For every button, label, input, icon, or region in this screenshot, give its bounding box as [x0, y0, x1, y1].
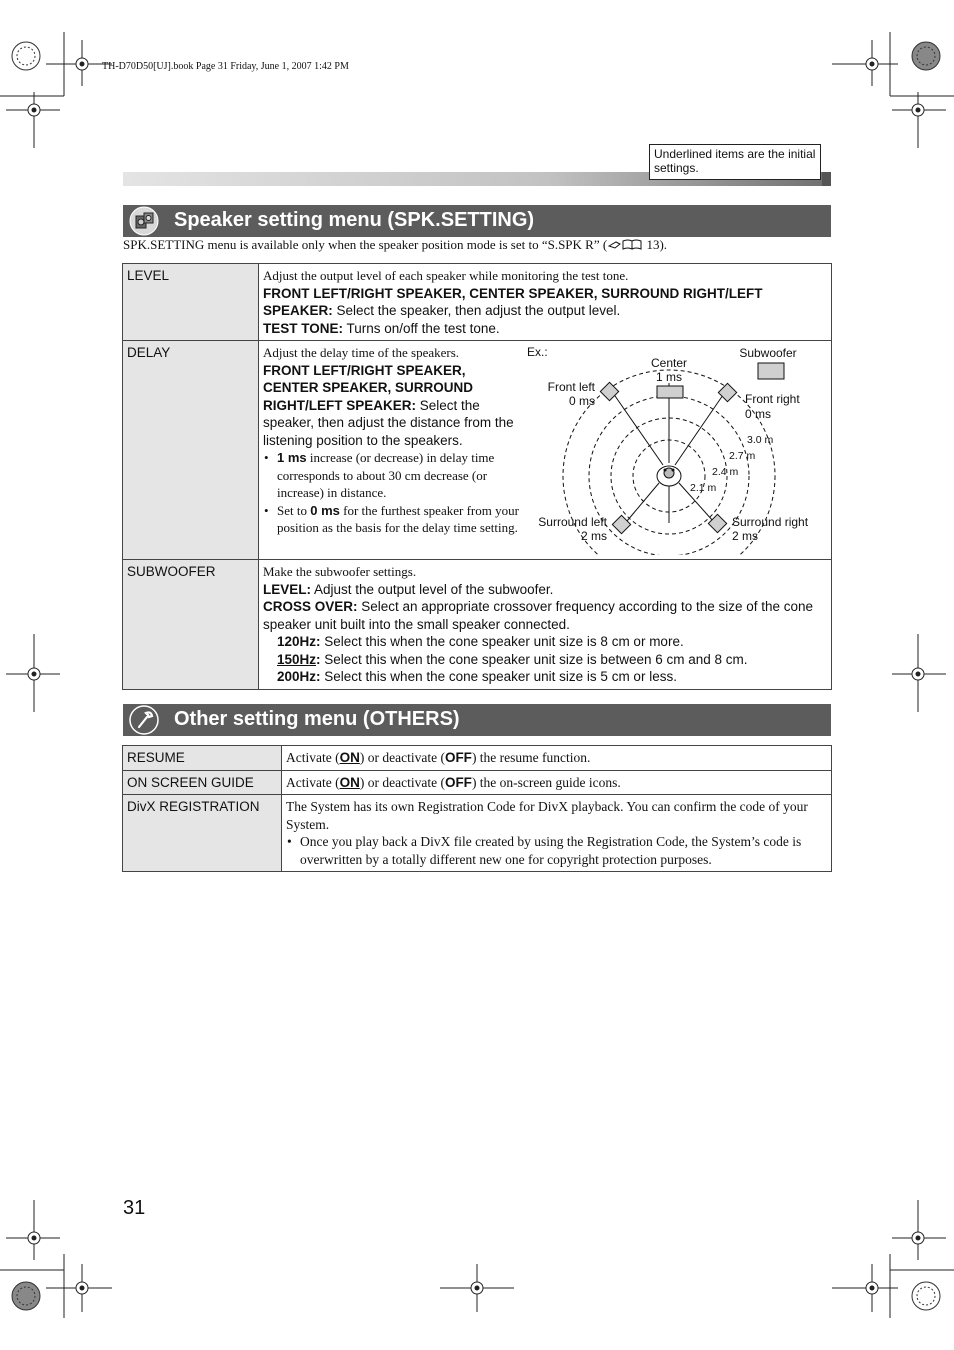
subwoofer-line2 — [263, 581, 827, 599]
diagram-ex-label: Ex.: — [527, 345, 548, 359]
row-key-divx-registration: DivX REGISTRATION — [123, 795, 282, 872]
book-info-line: TH-D70D50[UJ].book Page 31 Friday, June 1, 2007 1:42 PM — [102, 61, 349, 72]
arrow-to-surround-left — [627, 483, 659, 521]
reference-book-icon — [607, 238, 643, 251]
center-label: Center — [650, 356, 688, 370]
delay-text-column — [263, 344, 521, 537]
divx-bullet: • Once you play back a DivX file created by using the Registration Code, the System’s code is overwritten by a totally different new one for copyright protection purposes. — [300, 833, 827, 868]
subwoofer-line3-bold: CROSS OVER: — [263, 599, 358, 614]
table-row-level — [123, 264, 832, 341]
subwoofer-speaker-icon — [758, 363, 784, 379]
arrow-to-front-right — [675, 395, 723, 465]
delay-bullet2-text: for the furthest speaker from your position as the basis for the delay time setting. — [277, 502, 519, 535]
distance-label-2-4m: 2.4 m — [712, 466, 739, 478]
others-section-title: Other setting menu (OTHERS) — [174, 708, 460, 730]
row-desc-level — [259, 264, 832, 341]
speaker-section-header — [123, 205, 831, 237]
speaker-delay-diagram — [527, 343, 827, 555]
intro-text-b: 13). — [643, 237, 668, 252]
delay-bullets — [263, 449, 521, 537]
arrow-to-front-left — [613, 393, 663, 465]
wrench-icon — [129, 705, 159, 735]
row-desc-subwoofer — [259, 560, 832, 690]
row-key-subwoofer: SUBWOOFER — [123, 560, 259, 690]
others-section-header — [123, 704, 831, 736]
level-line3-bold: TEST TONE: — [263, 320, 344, 336]
level-line2-text: Select the speaker, then adjust the output level. — [332, 303, 621, 318]
option-150-text: Select this when the cone speaker unit size is between 6 cm and 8 cm. — [320, 651, 748, 667]
surround-left-speaker-icon — [612, 515, 630, 533]
option-200-text: Select this when the cone speaker unit size is 5 cm or less. — [320, 669, 677, 684]
surround-right-value: 2 ms — [732, 529, 759, 543]
level-line3 — [263, 320, 827, 338]
crossover-option-150 — [263, 651, 827, 669]
row-desc-divx-registration — [282, 795, 832, 872]
center-speaker-icon — [657, 386, 683, 398]
distance-label-2-7m: 2.7 m — [729, 450, 756, 462]
crossover-option-120 — [263, 633, 827, 651]
level-line2 — [263, 285, 827, 320]
speaker-setting-icon — [129, 206, 159, 236]
osd-off: OFF — [444, 774, 472, 790]
delay-bullet-2 — [277, 502, 521, 537]
surround-left-label: Surround left — [538, 515, 607, 529]
front-right-label: Front right — [745, 392, 800, 406]
resume-off: OFF — [444, 750, 472, 765]
row-key-resume: RESUME — [123, 746, 282, 771]
table-row-subwoofer — [123, 560, 832, 690]
delay-bullet2-a: Set to — [277, 502, 311, 518]
speaker-intro — [123, 237, 667, 253]
surround-right-speaker-icon — [708, 514, 726, 532]
row-desc-on-screen-guide — [282, 770, 832, 795]
front-left-value: 0 ms — [568, 394, 595, 408]
front-right-speaker-icon — [718, 383, 736, 401]
table-row-divx-registration — [123, 795, 832, 872]
row-desc-delay — [259, 341, 832, 560]
subwoofer-line3 — [263, 598, 827, 633]
speaker-settings-table — [122, 263, 832, 690]
delay-bullet-1 — [277, 449, 521, 502]
resume-b: ) or deactivate ( — [359, 750, 445, 765]
surround-left-value: 2 ms — [580, 529, 607, 543]
front-right-value: 0 ms — [745, 407, 772, 421]
table-row-resume — [123, 746, 832, 771]
delay-bullet1-text: increase (or decrease) in delay time corresponds to about 30 cm decrease (or increase) in distance. — [277, 450, 495, 500]
others-settings-table — [122, 745, 832, 872]
resume-a: Activate ( — [286, 750, 340, 765]
option-120-text: Select this when the cone speaker unit size is 8 cm or more. — [320, 634, 684, 649]
subwoofer-line1: Make the subwoofer settings. — [263, 564, 417, 579]
osd-c: ) the on-screen guide icons. — [471, 774, 621, 790]
page-number: 31 — [123, 1197, 146, 1219]
resume-on: ON — [339, 750, 360, 765]
distance-label-2-1m: 2.1 m — [690, 482, 717, 494]
initial-settings-note: Underlined items are the initial settings. — [649, 144, 821, 180]
row-key-delay: DELAY — [123, 341, 259, 560]
intro-text-a: SPK.SETTING menu is available only when the speaker position mode is set to “S.SPK R” ( — [123, 237, 608, 252]
divx-line1: The System has its own Registration Code for DivX playback. You can confirm the code of your System. — [286, 799, 808, 832]
subwoofer-line2-text: Adjust the output level of the subwoofer. — [311, 581, 554, 597]
crossover-option-200 — [263, 668, 827, 686]
row-desc-resume — [282, 746, 832, 771]
level-line3-text: Turns on/off the test tone. — [343, 320, 500, 336]
front-left-label: Front left — [547, 380, 595, 394]
row-key-level: LEVEL — [123, 264, 259, 341]
center-value: 1 ms — [655, 370, 683, 384]
osd-b: ) or deactivate ( — [359, 774, 445, 790]
option-150-bold: 150Hz — [277, 651, 317, 667]
sound-direction-arrows — [613, 383, 723, 523]
table-row-delay — [123, 341, 832, 560]
divx-bullets — [286, 833, 827, 868]
delay-bullet2-bold: 0 ms — [310, 502, 340, 518]
option-150-colon: : — [316, 651, 321, 667]
delay-bullet1-bold: 1 ms — [277, 450, 307, 465]
row-key-on-screen-guide: ON SCREEN GUIDE — [123, 770, 282, 795]
delay-line2-bold: FRONT LEFT/RIGHT SPEAKER, CENTER SPEAKER, SURROUND RIGHT/LEFT SPEAKER: — [263, 362, 474, 413]
delay-line2 — [263, 362, 521, 450]
option-120-bold: 120Hz: — [277, 634, 321, 649]
subwoofer-line2-bold: LEVEL: — [263, 581, 312, 597]
delay-line1: Adjust the delay time of the speakers. — [263, 345, 460, 360]
level-line2-bold: FRONT LEFT/RIGHT SPEAKER, CENTER SPEAKER, SURROUND RIGHT/LEFT SPEAKER: — [263, 285, 763, 318]
table-row-on-screen-guide — [123, 770, 832, 795]
listener-icon — [657, 466, 681, 486]
osd-on: ON — [339, 774, 360, 790]
subwoofer-line3-text: Select an appropriate crossover frequency according to the size of the cone speaker unit built into the small speaker connected. — [263, 599, 814, 632]
osd-a: Activate ( — [286, 774, 340, 790]
resume-c: ) the resume function. — [471, 750, 591, 765]
level-line1: Adjust the output level of each speaker while monitoring the test tone. — [263, 268, 629, 283]
delay-line2-text: Select the speaker, then adjust the distance from the listening position to the speakers. — [263, 397, 514, 448]
speaker-section-title: Speaker setting menu (SPK.SETTING) — [174, 209, 535, 231]
subwoofer-label: Subwoofer — [739, 346, 797, 360]
option-200-bold: 200Hz: — [277, 669, 321, 684]
surround-right-label: Surround right — [732, 515, 809, 529]
distance-label-3-0m: 3.0 m — [747, 434, 774, 446]
header-bar-cap — [822, 172, 831, 186]
